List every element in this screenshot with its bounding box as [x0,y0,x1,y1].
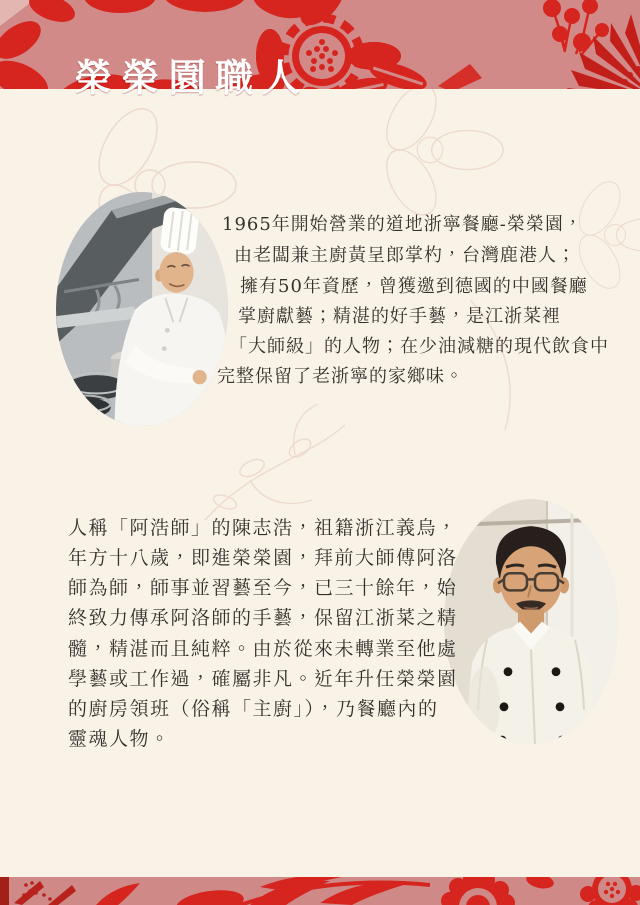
papercut-footer-pattern [0,877,640,905]
text-line: 掌廚獻藝；精湛的好手藝，是江浙菜裡 [238,306,561,327]
text-line: 髓，精湛而且純粹。由於從來未轉業至他處 [68,638,458,660]
text-line: 1965年開始營業的道地浙寧餐廳-榮榮園， [222,214,583,235]
text-line: 師為師，師事並習藝至今，已三十餘年，始 [68,577,458,599]
chef-chen-photo [444,499,618,744]
footer-banner [0,877,640,905]
text-line: 靈魂人物。 [68,728,171,750]
kitchen-scene-illustration [56,192,228,426]
text-line: 終致力傳承阿洛師的手藝，保留江浙菜之精 [68,607,458,629]
text-line: 的廚房領班（俗稱「主廚」），乃餐廳內的 [68,698,439,720]
text-line: 年方十八歲，即進榮榮園，拜前大師傅阿洛 [68,547,458,569]
text-line: 人稱「阿浩師」的陳志浩，祖籍浙江義烏， [68,517,458,539]
page-title: 榮榮園職人 [74,55,310,101]
text-line: 擁有50年資歷，曾獲邀到德國的中國餐廳 [240,276,588,297]
text-line: 由老闆兼主廚黃呈郎掌杓，台灣鹿港人； [234,245,576,266]
text-line: 「大師級」的人物；在少油減糖的現代飲食中 [229,336,609,357]
chef-portrait-illustration [444,499,618,744]
chef-huang-photo [56,192,228,426]
text-line: 完整保留了老浙寧的家鄉味。 [217,366,464,387]
header-banner [0,0,640,101]
text-line: 學藝或工作過，確屬非凡。近年升任榮榮園 [68,668,458,690]
